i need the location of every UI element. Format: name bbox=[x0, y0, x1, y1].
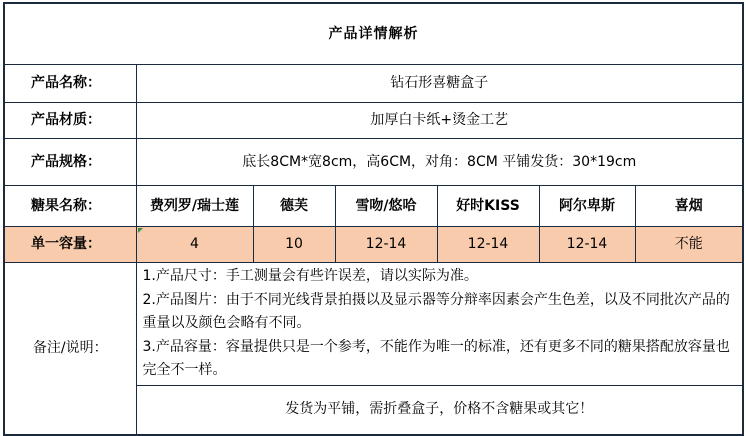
note-line: 3.产品容量：容量提供只是一个参考，不能作为唯一的标准，还有更多不同的糖果搭配放容量也完全不一样。 bbox=[142, 338, 730, 378]
candy-name-cell: 雪吻/悠哈 bbox=[335, 186, 437, 227]
candy-name-cell: 费列罗/瑞士莲 bbox=[136, 186, 253, 227]
candy-name-cell: 喜烟 bbox=[635, 186, 743, 227]
candy-name-label: 糖果名称： bbox=[4, 186, 136, 227]
capacity-value: 12-14 bbox=[467, 236, 509, 253]
cell-marker-icon bbox=[138, 228, 143, 233]
capacity-value: 12-14 bbox=[365, 236, 407, 253]
material-value: 加厚白卡纸+烫金工艺 bbox=[136, 103, 743, 139]
material-label: 产品材质： bbox=[4, 103, 136, 139]
capacity-cell bbox=[136, 227, 253, 263]
candy-name-cell: 阿尔卑斯 bbox=[539, 186, 635, 227]
shipping-note: 发货为平铺，需折叠盒子，价格不含糖果或其它！ bbox=[136, 385, 743, 435]
note-line: 1.产品尺寸：手工测量会有些许误差，请以实际为准。 bbox=[142, 268, 478, 284]
capacity-label: 单一容量： bbox=[4, 227, 136, 263]
capacity-value: 4 bbox=[190, 236, 199, 253]
notes-text bbox=[136, 263, 743, 386]
notes-label: 备注/说明： bbox=[4, 263, 136, 435]
capacity-cell bbox=[635, 227, 743, 263]
product-name-value: 钻石形喜糖盒子 bbox=[136, 65, 743, 103]
candy-name-cell: 德芙 bbox=[253, 186, 335, 227]
capacity-value: 不能 bbox=[674, 236, 703, 253]
capacity-value: 10 bbox=[285, 236, 303, 253]
note-line: 2.产品图片：由于不同光线背景拍摄以及显示器等分辩率因素会产生色差，以及不同批次产品的重量以及颜色会略有不同。 bbox=[142, 291, 730, 331]
capacity-cell bbox=[437, 227, 539, 263]
capacity-cell bbox=[539, 227, 635, 263]
spec-label: 产品规格： bbox=[4, 139, 136, 186]
spec-value: 底长8CM*宽8cm，高6CM，对角：8CM 平铺发货：30*19cm bbox=[136, 139, 743, 186]
capacity-value: 12-14 bbox=[566, 236, 608, 253]
product-detail-table bbox=[3, 2, 744, 436]
product-name-label: 产品名称： bbox=[4, 65, 136, 103]
page-title: 产品详情解析 bbox=[4, 3, 743, 65]
candy-name-cell: 好时KISS bbox=[437, 186, 539, 227]
capacity-cell bbox=[335, 227, 437, 263]
capacity-cell bbox=[253, 227, 335, 263]
